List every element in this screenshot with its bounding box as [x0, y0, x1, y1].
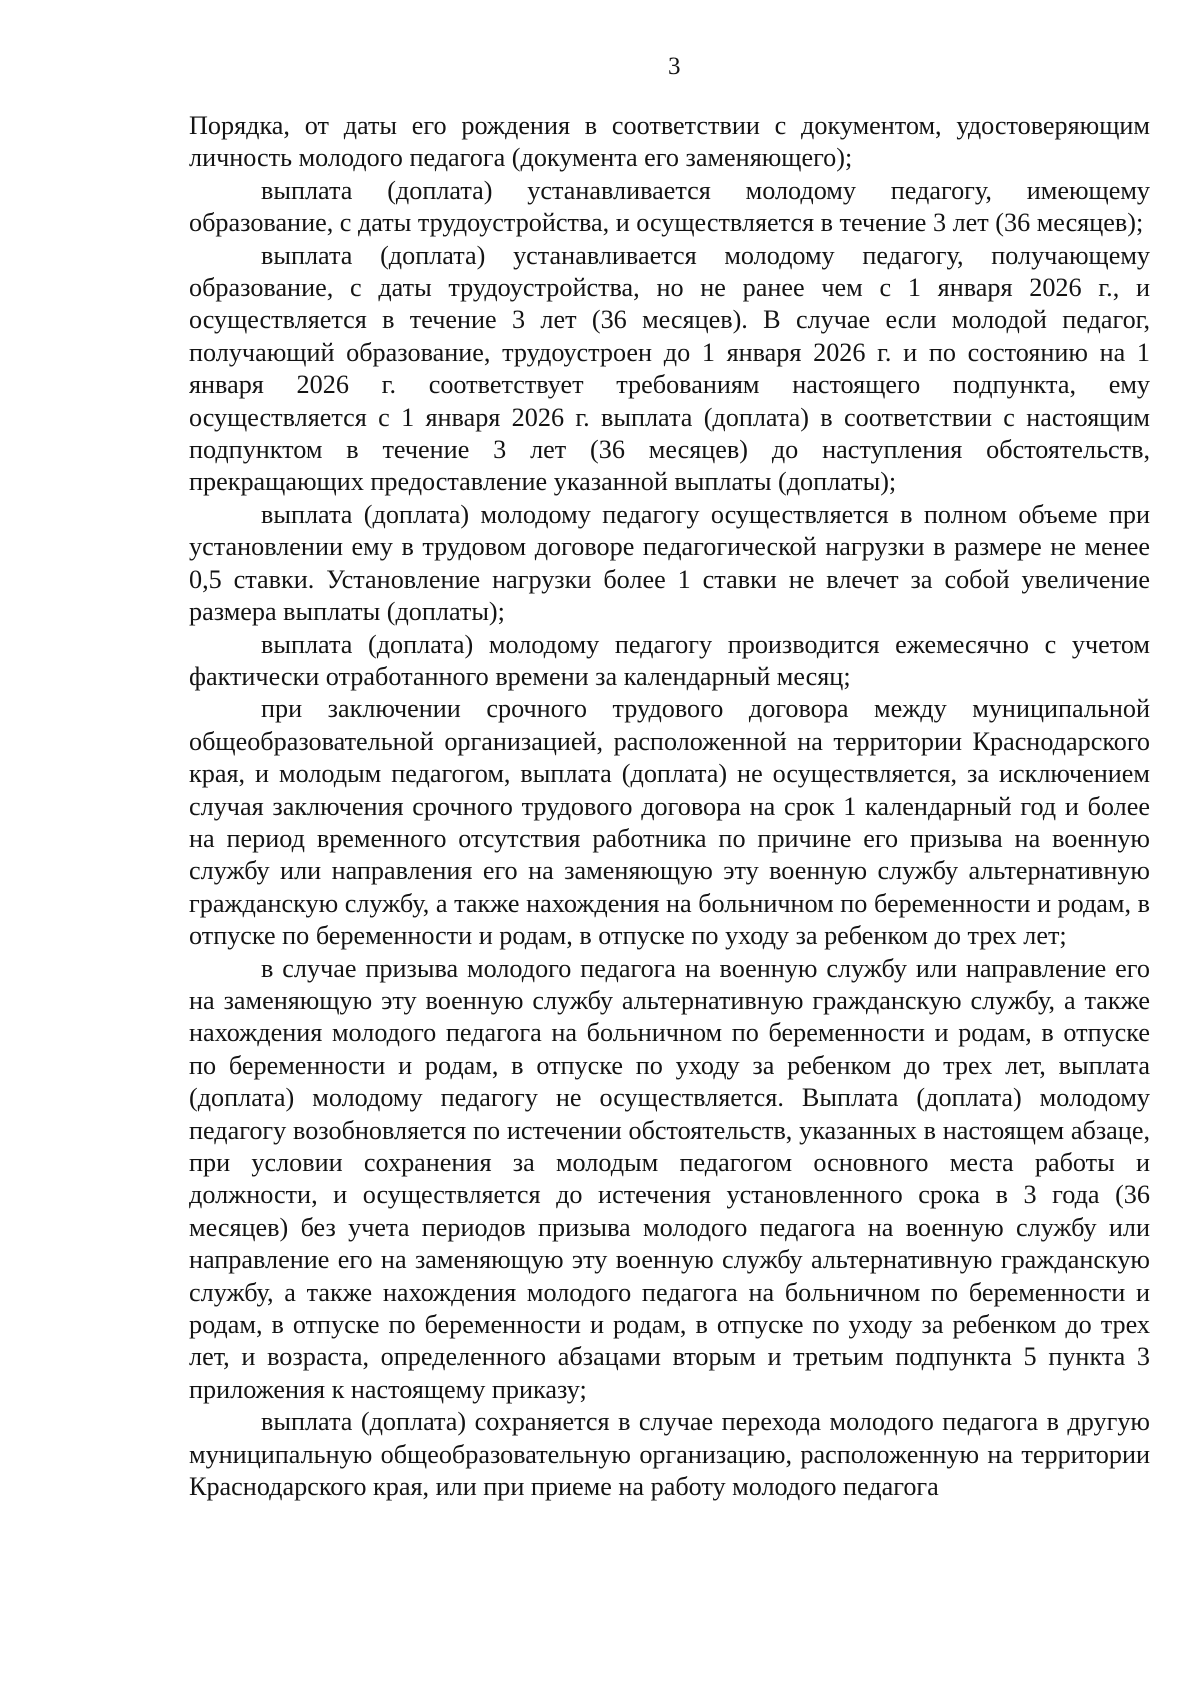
page-number: 3: [668, 53, 681, 80]
document-body: [189, 110, 1150, 1503]
paragraph-7: в случае призыва молодого педагога на военную службу или направление его на заменяющую эту военную службу альтернативную гражданскую службу, а также нахождения молодого педагога на больничном по беременности и родам, в отпуске по беременности и родам, в отпуске по уходу за ребенком до трех лет, выплата (доплата) молодому педагогу не осуществляется. Выплата (доплата) молодому педагогу возобновляется по истечении обстоятельств, указанных в настоящем абзаце, при условии сохранения за молодым педагогом основного места работы и должности, и осуществляется до истечения установленного срока в 3 года (36 месяцев) без учета периодов призыва молодого педагога на военную службу или направление его на заменяющую эту военную службу альтернативную гражданскую службу, а также нахождения молодого педагога на больничном по беременности и родам, в отпуске по беременности и родам, в отпуске по уходу за ребенком до трех лет, и возраста, определенного абзацами вторым и третьим подпункта 5 пункта 3 приложения к настоящему приказу;: [189, 953, 1150, 1404]
paragraph-4: выплата (доплата) молодому педагогу осуществляется в полном объеме при установлении ему в трудовом договоре педагогической нагрузки в размере не менее 0,5 ставки. Установление нагрузки более 1 ставки не влечет за собой увеличение размера выплаты (доплаты);: [189, 499, 1150, 627]
paragraph-8: выплата (доплата) сохраняется в случае перехода молодого педагога в другую муниципальную общеобразовательную организацию, расположенную на территории Краснодарского края, или при приеме на работу молодого педагога: [189, 1407, 1150, 1502]
paragraph-5: выплата (доплата) молодому педагогу производится ежемесячно с учетом фактически отработанного времени за календарный месяц;: [189, 629, 1150, 691]
paragraph-3: выплата (доплата) устанавливается молодому педагогу, получающему образование, с даты трудоустройства, но не ранее чем с 1 января 2026 г., и осуществляется в течение 3 лет (36 месяцев). В случае если молодой педагог, получающий образование, трудоустроен до 1 января 2026 г. и по состоянию на 1 января 2026 г. соответствует требованиям настоящего подпункта, ему осуществляется с 1 января 2026 г. выплата (доплата) в соответствии с настоящим подпунктом в течение 3 лет (36 месяцев) до наступления обстоятельств, прекращающих предоставление указанной выплаты (доплаты);: [189, 240, 1150, 497]
paragraph-1: Порядка, от даты его рождения в соответствии с документом, удостоверяющим личность молодого педагога (документа его заменяющего);: [189, 111, 1150, 173]
paragraph-2: выплата (доплата) устанавливается молодому педагогу, имеющему образование, с даты трудоустройства, и осуществляется в течение 3 лет (36 месяцев);: [189, 175, 1150, 238]
paragraph-6: при заключении срочного трудового договора между муниципальной общеобразовательной организацией, расположенной на территории Краснодарского края, и молодым педагогом, выплата (доплата) не осуществляется, за исключением случая заключения срочного трудового договора на срок 1 календарный год и более на период временного отсутствия работника по причине его призыва на военную службу или направления его на заменяющую эту военную службу альтернативную гражданскую службу, а также нахождения на больничном по беременности и родам, в отпуске по беременности и родам, в отпуске по уходу за ребенком до трех лет;: [189, 694, 1150, 951]
